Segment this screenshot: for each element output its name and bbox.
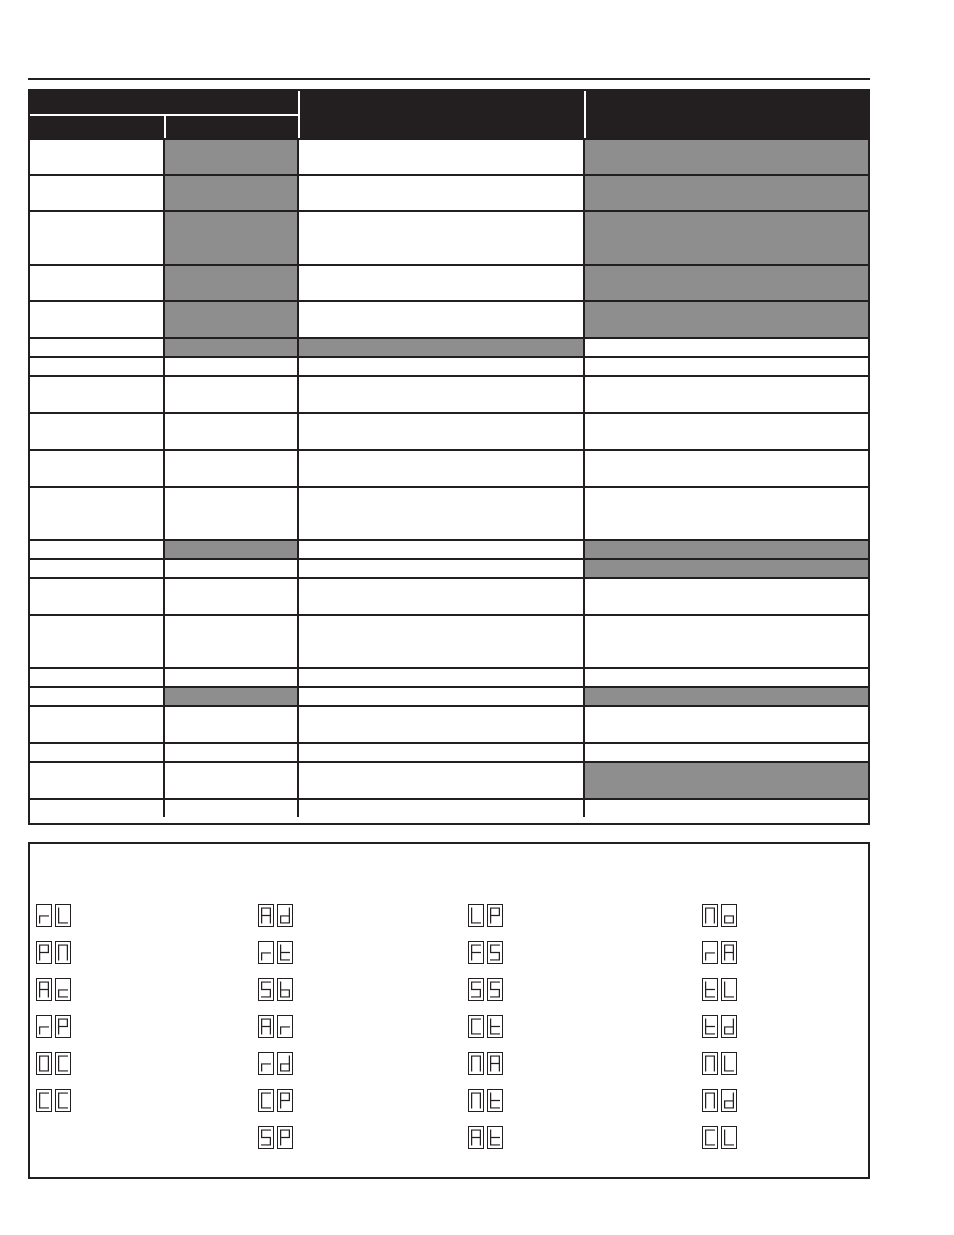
display-digit bbox=[258, 941, 274, 964]
display-digit bbox=[468, 904, 484, 927]
table-cell bbox=[30, 742, 164, 761]
table-cell bbox=[584, 375, 868, 412]
display-digit bbox=[277, 941, 293, 964]
display-digit bbox=[468, 941, 484, 964]
display-code bbox=[702, 1126, 737, 1151]
display-digit bbox=[36, 978, 52, 1001]
table-cell bbox=[298, 449, 584, 486]
display-digit bbox=[487, 1126, 503, 1149]
display-digit bbox=[468, 1126, 484, 1149]
table-cell bbox=[164, 798, 298, 817]
row-divider bbox=[30, 614, 868, 616]
display-code bbox=[468, 1052, 503, 1077]
display-code bbox=[258, 978, 293, 1003]
table-cell bbox=[584, 667, 868, 686]
display-code bbox=[468, 1089, 503, 1114]
table-cell bbox=[584, 337, 868, 356]
row-divider bbox=[30, 138, 868, 140]
display-code bbox=[258, 1089, 293, 1114]
display-digit bbox=[702, 1015, 718, 1038]
row-divider bbox=[30, 356, 868, 358]
display-digit bbox=[277, 1126, 293, 1149]
display-code bbox=[36, 941, 71, 966]
table-cell bbox=[298, 614, 584, 667]
row-divider bbox=[30, 375, 868, 377]
table-cell bbox=[30, 761, 164, 798]
table-cell bbox=[298, 667, 584, 686]
table-cell bbox=[30, 686, 164, 705]
parameter-table bbox=[28, 89, 870, 825]
display-digit bbox=[258, 1015, 274, 1038]
display-digit bbox=[258, 1126, 274, 1149]
table-cell bbox=[584, 558, 868, 577]
table-cell bbox=[30, 412, 164, 449]
table-cell bbox=[298, 356, 584, 375]
table-cell bbox=[584, 174, 868, 210]
display-digit bbox=[36, 941, 52, 964]
row-divider bbox=[30, 686, 868, 688]
table-cell bbox=[164, 539, 298, 558]
display-code bbox=[702, 978, 737, 1003]
table-cell bbox=[164, 356, 298, 375]
display-code bbox=[36, 904, 71, 929]
display-digit bbox=[258, 978, 274, 1001]
table-cell bbox=[164, 210, 298, 264]
display-digit bbox=[702, 904, 718, 927]
table-cell bbox=[298, 337, 584, 356]
display-digit bbox=[702, 941, 718, 964]
display-digit bbox=[721, 941, 737, 964]
display-digit bbox=[702, 978, 718, 1001]
display-digit bbox=[277, 1052, 293, 1075]
table-cell bbox=[584, 264, 868, 300]
display-code bbox=[36, 1089, 71, 1114]
row-divider bbox=[30, 742, 868, 744]
display-digit bbox=[487, 1052, 503, 1075]
table-header bbox=[30, 91, 868, 138]
row-divider bbox=[30, 174, 868, 176]
display-digit bbox=[258, 904, 274, 927]
table-cell bbox=[584, 686, 868, 705]
top-rule bbox=[28, 78, 870, 80]
display-code bbox=[702, 1089, 737, 1114]
table-cell bbox=[298, 300, 584, 337]
column-divider bbox=[583, 138, 585, 817]
table-cell bbox=[584, 210, 868, 264]
display-digit bbox=[468, 1015, 484, 1038]
table-cell bbox=[298, 577, 584, 614]
display-digit bbox=[55, 1052, 71, 1075]
table-cell bbox=[298, 705, 584, 742]
display-digit bbox=[721, 904, 737, 927]
header-divider bbox=[298, 91, 300, 138]
display-code bbox=[258, 904, 293, 929]
table-cell bbox=[30, 375, 164, 412]
table-cell bbox=[298, 558, 584, 577]
display-code bbox=[36, 978, 71, 1003]
table-cell bbox=[298, 174, 584, 210]
row-divider bbox=[30, 412, 868, 414]
table-cell bbox=[298, 138, 584, 174]
display-code bbox=[36, 1052, 71, 1077]
display-code bbox=[258, 1126, 293, 1151]
row-divider bbox=[30, 449, 868, 451]
table-cell bbox=[584, 742, 868, 761]
display-code-legend bbox=[28, 842, 870, 1179]
table-cell bbox=[30, 174, 164, 210]
table-cell bbox=[164, 577, 298, 614]
display-digit bbox=[702, 1052, 718, 1075]
display-digit bbox=[55, 904, 71, 927]
table-cell bbox=[298, 486, 584, 539]
table-cell bbox=[298, 686, 584, 705]
header-divider bbox=[584, 91, 586, 138]
display-digit bbox=[277, 978, 293, 1001]
display-digit bbox=[36, 1015, 52, 1038]
table-cell bbox=[164, 337, 298, 356]
display-digit bbox=[702, 1089, 718, 1112]
table-cell bbox=[30, 138, 164, 174]
column-divider bbox=[163, 138, 165, 817]
display-digit bbox=[277, 1089, 293, 1112]
table-cell bbox=[584, 577, 868, 614]
display-code bbox=[702, 941, 737, 966]
table-cell bbox=[30, 337, 164, 356]
display-digit bbox=[721, 978, 737, 1001]
display-digit bbox=[487, 978, 503, 1001]
table-cell bbox=[584, 138, 868, 174]
row-divider bbox=[30, 558, 868, 560]
display-digit bbox=[721, 1126, 737, 1149]
display-digit bbox=[36, 1052, 52, 1075]
display-digit bbox=[721, 1089, 737, 1112]
table-cell bbox=[30, 356, 164, 375]
display-code bbox=[468, 904, 503, 929]
table-cell bbox=[584, 300, 868, 337]
table-cell bbox=[30, 539, 164, 558]
display-digit bbox=[36, 904, 52, 927]
display-code bbox=[468, 941, 503, 966]
header-divider bbox=[164, 114, 166, 138]
display-digit bbox=[55, 1089, 71, 1112]
table-cell bbox=[164, 449, 298, 486]
row-divider bbox=[30, 486, 868, 488]
table-cell bbox=[164, 761, 298, 798]
display-digit bbox=[721, 1052, 737, 1075]
display-code bbox=[702, 904, 737, 929]
display-code bbox=[468, 978, 503, 1003]
display-digit bbox=[55, 978, 71, 1001]
row-divider bbox=[30, 705, 868, 707]
row-divider bbox=[30, 761, 868, 763]
display-digit bbox=[468, 1052, 484, 1075]
display-digit bbox=[277, 904, 293, 927]
table-cell bbox=[30, 300, 164, 337]
table-cell bbox=[584, 761, 868, 798]
table-cell bbox=[584, 705, 868, 742]
display-digit bbox=[55, 1015, 71, 1038]
table-cell bbox=[30, 264, 164, 300]
display-digit bbox=[36, 1089, 52, 1112]
table-cell bbox=[164, 174, 298, 210]
row-divider bbox=[30, 264, 868, 266]
table-cell bbox=[164, 138, 298, 174]
row-divider bbox=[30, 300, 868, 302]
display-code bbox=[702, 1052, 737, 1077]
row-divider bbox=[30, 798, 868, 800]
table-cell bbox=[298, 761, 584, 798]
row-divider bbox=[30, 539, 868, 541]
table-cell bbox=[30, 667, 164, 686]
table-cell bbox=[164, 667, 298, 686]
row-divider bbox=[30, 337, 868, 339]
display-code bbox=[468, 1015, 503, 1040]
row-divider bbox=[30, 577, 868, 579]
table-cell bbox=[30, 798, 164, 817]
table-cell bbox=[584, 449, 868, 486]
table-cell bbox=[298, 539, 584, 558]
column-divider bbox=[297, 138, 299, 817]
row-divider bbox=[30, 667, 868, 669]
table-cell bbox=[584, 614, 868, 667]
table-cell bbox=[164, 558, 298, 577]
table-cell bbox=[30, 705, 164, 742]
display-code bbox=[702, 1015, 737, 1040]
table-cell bbox=[30, 486, 164, 539]
display-code bbox=[468, 1126, 503, 1151]
row-divider bbox=[30, 210, 868, 212]
display-digit bbox=[487, 1089, 503, 1112]
table-cell bbox=[298, 742, 584, 761]
display-code bbox=[258, 1015, 293, 1040]
table-cell bbox=[30, 210, 164, 264]
display-code bbox=[36, 1015, 71, 1040]
table-cell bbox=[298, 375, 584, 412]
display-code bbox=[258, 941, 293, 966]
table-cell bbox=[164, 300, 298, 337]
display-digit bbox=[487, 904, 503, 927]
display-digit bbox=[702, 1126, 718, 1149]
table-cell bbox=[164, 375, 298, 412]
table-cell bbox=[584, 539, 868, 558]
table-cell bbox=[164, 742, 298, 761]
table-cell bbox=[164, 264, 298, 300]
table-cell bbox=[30, 614, 164, 667]
table-cell bbox=[298, 798, 584, 817]
table-cell bbox=[584, 412, 868, 449]
table-cell bbox=[30, 577, 164, 614]
table-cell bbox=[30, 558, 164, 577]
display-digit bbox=[258, 1052, 274, 1075]
table-cell bbox=[584, 798, 868, 817]
table-cell bbox=[164, 686, 298, 705]
display-digit bbox=[468, 978, 484, 1001]
display-digit bbox=[55, 941, 71, 964]
table-cell bbox=[164, 705, 298, 742]
table-cell bbox=[164, 412, 298, 449]
display-digit bbox=[721, 1015, 737, 1038]
table-cell bbox=[298, 210, 584, 264]
table-cell bbox=[30, 449, 164, 486]
display-digit bbox=[258, 1089, 274, 1112]
table-cell bbox=[164, 486, 298, 539]
table-cell bbox=[584, 356, 868, 375]
table-cell bbox=[584, 486, 868, 539]
display-code bbox=[258, 1052, 293, 1077]
table-cell bbox=[164, 614, 298, 667]
display-digit bbox=[468, 1089, 484, 1112]
display-digit bbox=[487, 1015, 503, 1038]
table-cell bbox=[298, 412, 584, 449]
display-digit bbox=[487, 941, 503, 964]
display-digit bbox=[277, 1015, 293, 1038]
table-cell bbox=[298, 264, 584, 300]
